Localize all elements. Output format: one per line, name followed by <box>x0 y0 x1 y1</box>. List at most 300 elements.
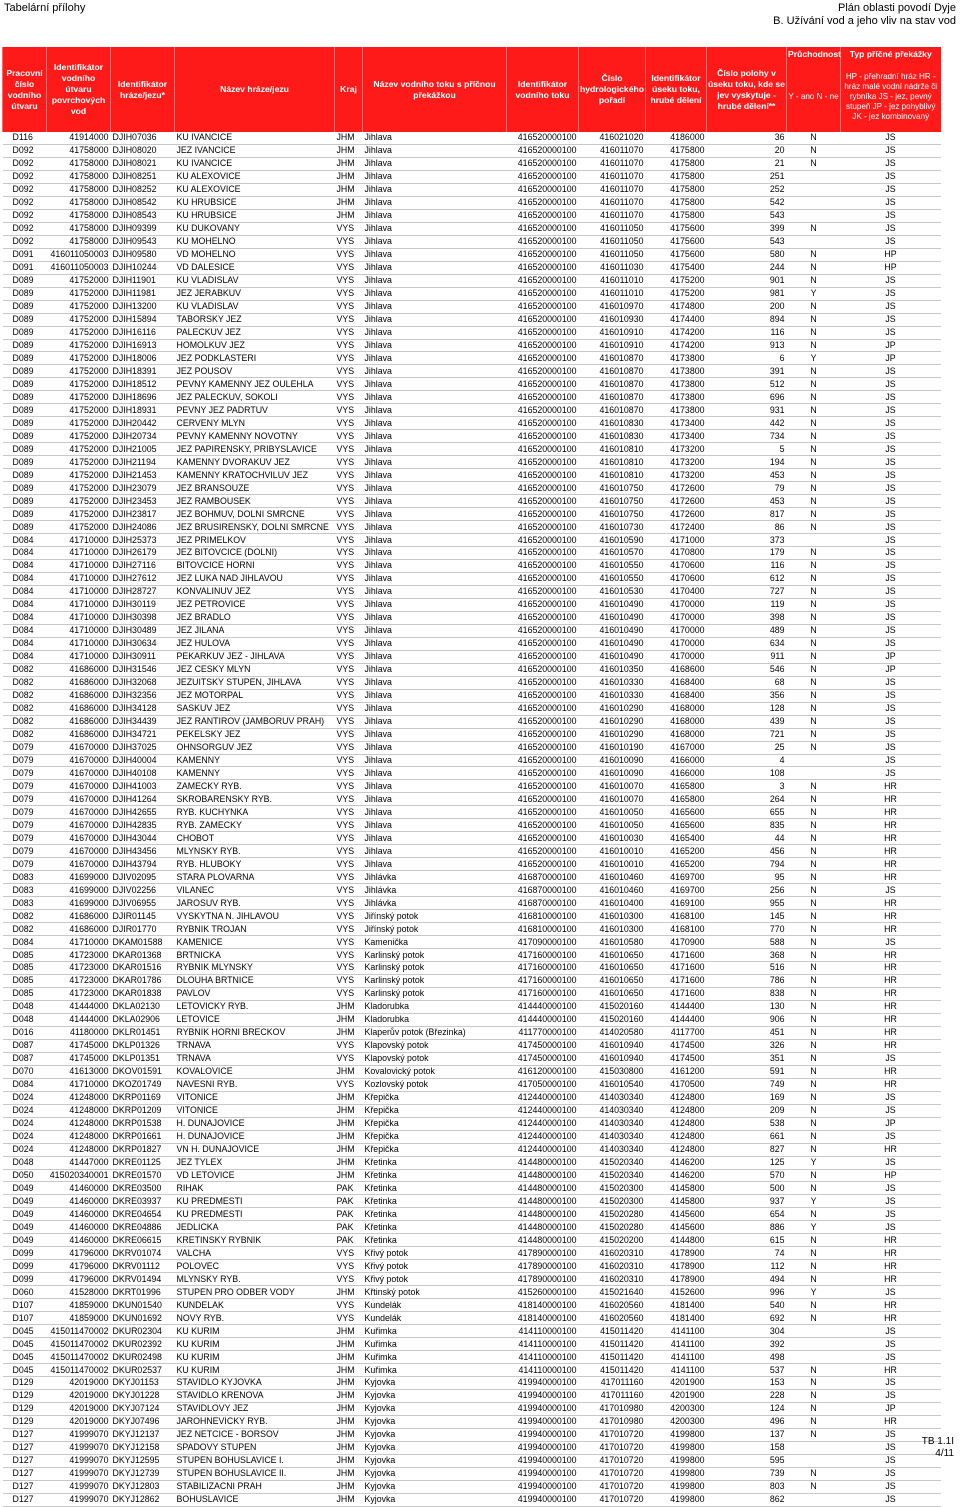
cell-hydrologic-order: 416010810 <box>579 456 646 469</box>
cell-stream-name: Jihlava <box>363 572 507 585</box>
cell-stream-id: 416520000100 <box>507 222 579 235</box>
cell-position: 373 <box>707 534 787 547</box>
cell-region: VYS <box>335 248 363 261</box>
cell-passability: N <box>787 923 841 936</box>
cell-dam-id: DJIH41003 <box>111 780 175 793</box>
cell-water-body-number: D060 <box>3 1286 47 1299</box>
table-row <box>3 274 941 287</box>
table-row <box>3 1338 941 1351</box>
cell-stream-id: 416520000100 <box>507 378 579 391</box>
cell-region: VYS <box>335 793 363 806</box>
cell-dam-id: DJIH20442 <box>111 417 175 430</box>
cell-dam-name: VITONICE <box>175 1091 335 1104</box>
cell-dam-id: DJIH34439 <box>111 715 175 728</box>
cell-hydrologic-order: 416010750 <box>579 495 646 508</box>
cell-stream-name: Jihlava <box>363 741 507 754</box>
cell-water-body-number: D091 <box>3 261 47 274</box>
cell-stream-id: 416520000100 <box>507 741 579 754</box>
cell-region: VYS <box>335 611 363 624</box>
cell-dam-name: JEZ NETCICE - BORSOV <box>175 1428 335 1441</box>
cell-position: 981 <box>707 287 787 300</box>
cell-obstacle-type: HP <box>841 248 941 261</box>
cell-obstacle-type: JS <box>841 378 941 391</box>
cell-passability: Y <box>787 1195 841 1208</box>
cell-water-body-id: 41752000 <box>47 339 111 352</box>
cell-stream-name: Jihlava <box>363 313 507 326</box>
cell-dam-id: DJIH26179 <box>111 547 175 560</box>
cell-passability: N <box>787 1026 841 1039</box>
cell-water-body-number: D089 <box>3 365 47 378</box>
cell-water-body-number: D079 <box>3 858 47 871</box>
cell-dam-name: JAROSUV RYB. <box>175 897 335 910</box>
cell-water-body-id: 415020340001 <box>47 1169 111 1182</box>
cell-water-body-id: 41710000 <box>47 624 111 637</box>
cell-stream-name: Kyjovka <box>363 1454 507 1467</box>
cell-stream-name: Jihlávka <box>363 871 507 884</box>
table-row <box>3 1052 941 1065</box>
cell-dam-name: POLOVEC <box>175 1260 335 1273</box>
table-row <box>3 1182 941 1195</box>
cell-hydrologic-order: 414030340 <box>579 1143 646 1156</box>
cell-water-body-id: 41745000 <box>47 1039 111 1052</box>
cell-hydrologic-order: 416011070 <box>579 157 646 170</box>
cell-water-body-number: D092 <box>3 235 47 248</box>
cell-position: 392 <box>707 1338 787 1351</box>
table-row <box>3 300 941 313</box>
cell-stream-name: Karlinský potok <box>363 974 507 987</box>
cell-stream-name: Kyjovka <box>363 1377 507 1390</box>
table-row <box>3 637 941 650</box>
cell-water-body-number: D089 <box>3 495 47 508</box>
cell-dam-id: DJIH08252 <box>111 183 175 196</box>
cell-section-id: 4168100 <box>646 910 707 923</box>
cell-water-body-id: 41752000 <box>47 365 111 378</box>
cell-region: VYS <box>335 806 363 819</box>
cell-stream-name: Jihlava <box>363 469 507 482</box>
cell-stream-name: Křepička <box>363 1117 507 1130</box>
cell-region: VYS <box>335 222 363 235</box>
cell-water-body-number: D024 <box>3 1117 47 1130</box>
cell-passability: N <box>787 1117 841 1130</box>
cell-dam-id: DJIH21453 <box>111 469 175 482</box>
cell-dam-name: STAVIDLOVY JEZ <box>175 1402 335 1415</box>
table-row <box>3 456 941 469</box>
cell-stream-id: 416870000100 <box>507 897 579 910</box>
table-row <box>3 559 941 572</box>
cell-stream-id: 416520000100 <box>507 767 579 780</box>
cell-passability: N <box>787 793 841 806</box>
cell-dam-name: RYBNIK HORNI BRECKOV <box>175 1026 335 1039</box>
cell-stream-id: 416520000100 <box>507 598 579 611</box>
cell-dam-id: DKUN01540 <box>111 1299 175 1312</box>
cell-stream-id: 419940000100 <box>507 1428 579 1441</box>
cell-stream-id: 416520000100 <box>507 235 579 248</box>
cell-passability: N <box>787 974 841 987</box>
cell-dam-name: KU VLADISLAV <box>175 300 335 313</box>
cell-passability <box>787 183 841 196</box>
cell-obstacle-type: HR <box>841 819 941 832</box>
cell-water-body-number: D049 <box>3 1234 47 1247</box>
cell-stream-id: 412440000100 <box>507 1143 579 1156</box>
cell-hydrologic-order: 416010750 <box>579 482 646 495</box>
cell-dam-name: RYB. HLUBOKY <box>175 858 335 871</box>
cell-stream-id: 416520000100 <box>507 559 579 572</box>
cell-water-body-id: 42019000 <box>47 1415 111 1428</box>
cell-hydrologic-order: 416010550 <box>579 559 646 572</box>
cell-position: 721 <box>707 728 787 741</box>
cell-obstacle-type: JS <box>841 300 941 313</box>
cell-section-id: 4117700 <box>646 1026 707 1039</box>
cell-region: VYS <box>335 559 363 572</box>
cell-obstacle-type: JS <box>841 1480 941 1493</box>
cell-section-id: 4168000 <box>646 715 707 728</box>
cell-dam-id: DJIH40004 <box>111 754 175 767</box>
table-row <box>3 1078 941 1091</box>
cell-obstacle-type: JS <box>841 482 941 495</box>
cell-position: 95 <box>707 871 787 884</box>
cell-obstacle-type: JS <box>841 1052 941 1065</box>
cell-dam-name: JAROHNEVICKY RYB. <box>175 1415 335 1428</box>
cell-stream-id: 416520000100 <box>507 702 579 715</box>
cell-obstacle-type: HR <box>841 780 941 793</box>
cell-passability: N <box>787 689 841 702</box>
cell-stream-id: 416520000100 <box>507 144 579 157</box>
table-row <box>3 1493 941 1506</box>
cell-stream-name: Jihlávka <box>363 897 507 910</box>
cell-water-body-number: D092 <box>3 144 47 157</box>
cell-water-body-number: D107 <box>3 1312 47 1325</box>
cell-hydrologic-order: 416020310 <box>579 1247 646 1260</box>
cell-dam-name: KU HRUBSICE <box>175 209 335 222</box>
cell-dam-id: DKRE04886 <box>111 1221 175 1234</box>
table-row <box>3 1299 941 1312</box>
cell-section-id: 4175200 <box>646 274 707 287</box>
cell-water-body-number: D079 <box>3 780 47 793</box>
cell-hydrologic-order: 416010330 <box>579 676 646 689</box>
cell-passability: N <box>787 261 841 274</box>
cell-dam-id: DJIH09543 <box>111 235 175 248</box>
cell-water-body-id: 41752000 <box>47 482 111 495</box>
cell-dam-id: DKYJ12158 <box>111 1441 175 1454</box>
cell-obstacle-type: JS <box>841 1377 941 1390</box>
cell-region: JHM <box>335 1480 363 1493</box>
cell-water-body-id: 416011050003 <box>47 248 111 261</box>
cell-region: JHM <box>335 1026 363 1039</box>
cell-passability: N <box>787 1364 841 1377</box>
cell-hydrologic-order: 415020200 <box>579 1234 646 1247</box>
cell-passability: Y <box>787 1286 841 1299</box>
cell-hydrologic-order: 416010050 <box>579 819 646 832</box>
cell-water-body-number: D024 <box>3 1143 47 1156</box>
cell-obstacle-type: JS <box>841 1454 941 1467</box>
table-row <box>3 547 941 560</box>
cell-hydrologic-order: 416020310 <box>579 1273 646 1286</box>
cell-water-body-number: D082 <box>3 702 47 715</box>
cell-water-body-number: D089 <box>3 430 47 443</box>
cell-obstacle-type: JS <box>841 274 941 287</box>
cell-dam-id: DKUR02304 <box>111 1325 175 1338</box>
cell-stream-id: 419940000100 <box>507 1493 579 1506</box>
cell-water-body-number: D084 <box>3 585 47 598</box>
cell-dam-name: MLYNSKY RYB. <box>175 1273 335 1286</box>
cell-water-body-number: D089 <box>3 378 47 391</box>
cell-region: JHM <box>335 1091 363 1104</box>
col-header-obstacle-type: Typ příčné překážky <box>841 47 941 61</box>
cell-stream-id: 416520000100 <box>507 689 579 702</box>
cell-hydrologic-order: 415020340 <box>579 1156 646 1169</box>
cell-water-body-id: 41999070 <box>47 1428 111 1441</box>
cell-section-id: 4124800 <box>646 1130 707 1143</box>
cell-region: JHM <box>335 157 363 170</box>
cell-stream-id: 414480000100 <box>507 1234 579 1247</box>
cell-hydrologic-order: 416010460 <box>579 871 646 884</box>
cell-obstacle-type: JS <box>841 1325 941 1338</box>
cell-passability: N <box>787 780 841 793</box>
cell-stream-id: 416520000100 <box>507 404 579 417</box>
cell-position: 931 <box>707 404 787 417</box>
cell-stream-name: Kamenička <box>363 936 507 949</box>
cell-stream-name: Jihlava <box>363 767 507 780</box>
cell-dam-id: DJIH10244 <box>111 261 175 274</box>
cell-stream-name: Jihlava <box>363 144 507 157</box>
table-row <box>3 365 941 378</box>
cell-stream-id: 412440000100 <box>507 1104 579 1117</box>
table-row <box>3 482 941 495</box>
cell-water-body-id: 41710000 <box>47 559 111 572</box>
cell-passability: N <box>787 1312 841 1325</box>
cell-stream-id: 414110000100 <box>507 1325 579 1338</box>
cell-position: 116 <box>707 326 787 339</box>
cell-position: 326 <box>707 1039 787 1052</box>
cell-section-id: 4199800 <box>646 1467 707 1480</box>
dam-weir-table <box>2 47 941 1507</box>
cell-section-id: 4174500 <box>646 1052 707 1065</box>
cell-dam-name: STAVIDLO KYJOVKA <box>175 1377 335 1390</box>
cell-dam-id: DJIH40108 <box>111 767 175 780</box>
cell-passability: N <box>787 248 841 261</box>
cell-section-id: 4186000 <box>646 132 707 144</box>
cell-dam-id: DKYJ12137 <box>111 1428 175 1441</box>
cell-dam-name: CHOBOT <box>175 832 335 845</box>
cell-dam-name: KU PREDMESTI <box>175 1208 335 1221</box>
cell-section-id: 4173800 <box>646 378 707 391</box>
cell-stream-id: 412440000100 <box>507 1130 579 1143</box>
cell-region: VYS <box>335 897 363 910</box>
cell-stream-name: Křetinka <box>363 1234 507 1247</box>
cell-passability <box>787 1325 841 1338</box>
cell-hydrologic-order: 415011420 <box>579 1338 646 1351</box>
cell-obstacle-type: HR <box>841 1364 941 1377</box>
cell-obstacle-type: JS <box>841 287 941 300</box>
cell-water-body-id: 41699000 <box>47 897 111 910</box>
cell-dam-id: DJIH27612 <box>111 572 175 585</box>
cell-position: 537 <box>707 1364 787 1377</box>
cell-dam-id: DKRE01125 <box>111 1156 175 1169</box>
cell-water-body-number: D127 <box>3 1493 47 1506</box>
cell-section-id: 4170800 <box>646 547 707 560</box>
cell-section-id: 4167000 <box>646 741 707 754</box>
cell-passability: N <box>787 222 841 235</box>
cell-stream-name: Kyjovka <box>363 1467 507 1480</box>
cell-stream-id: 416810000100 <box>507 923 579 936</box>
cell-obstacle-type: HR <box>841 832 941 845</box>
cell-position: 179 <box>707 547 787 560</box>
cell-region: VYS <box>335 974 363 987</box>
cell-water-body-number: D129 <box>3 1415 47 1428</box>
cell-passability <box>787 767 841 780</box>
cell-section-id: 4175800 <box>646 196 707 209</box>
cell-dam-id: DKYJ12739 <box>111 1467 175 1480</box>
cell-section-id: 4178900 <box>646 1260 707 1273</box>
table-row <box>3 495 941 508</box>
table-row <box>3 962 941 975</box>
cell-water-body-number: D129 <box>3 1377 47 1390</box>
cell-dam-id: DKAR01838 <box>111 987 175 1000</box>
cell-stream-name: Jihlava <box>363 845 507 858</box>
cell-region: VYS <box>335 585 363 598</box>
cell-passability: N <box>787 1143 841 1156</box>
cell-position: 145 <box>707 910 787 923</box>
table-row <box>3 871 941 884</box>
cell-water-body-number: D049 <box>3 1195 47 1208</box>
cell-passability: N <box>787 663 841 676</box>
cell-section-id: 4170000 <box>646 598 707 611</box>
cell-water-body-number: D099 <box>3 1247 47 1260</box>
cell-section-id: 4171600 <box>646 974 707 987</box>
cell-passability: N <box>787 521 841 534</box>
cell-region: JHM <box>335 1402 363 1415</box>
cell-stream-name: Jihlava <box>363 495 507 508</box>
cell-region: VYS <box>335 456 363 469</box>
cell-section-id: 4145800 <box>646 1182 707 1195</box>
table-row <box>3 430 941 443</box>
col-header-passability-group: Průchodnost <box>787 47 841 61</box>
cell-water-body-number: D089 <box>3 300 47 313</box>
cell-passability: N <box>787 1078 841 1091</box>
cell-hydrologic-order: 415021640 <box>579 1286 646 1299</box>
cell-region: VYS <box>335 287 363 300</box>
cell-water-body-number: D045 <box>3 1325 47 1338</box>
cell-dam-id: DKYJ07124 <box>111 1402 175 1415</box>
cell-region: VYS <box>335 780 363 793</box>
cell-obstacle-type: JS <box>841 767 941 780</box>
cell-hydrologic-order: 416011010 <box>579 274 646 287</box>
cell-water-body-id: 41859000 <box>47 1299 111 1312</box>
cell-stream-id: 419940000100 <box>507 1480 579 1493</box>
cell-position: 734 <box>707 430 787 443</box>
cell-dam-name: TABORSKY JEZ <box>175 313 335 326</box>
cell-stream-id: 416520000100 <box>507 624 579 637</box>
cell-stream-id: 416520000100 <box>507 313 579 326</box>
cell-region: VYS <box>335 352 363 365</box>
cell-position: 996 <box>707 1286 787 1299</box>
cell-stream-id: 416520000100 <box>507 521 579 534</box>
cell-obstacle-type: JS <box>841 404 941 417</box>
cell-dam-name: KAMENICE <box>175 936 335 949</box>
cell-region: JHM <box>335 1351 363 1364</box>
cell-region: PAK <box>335 1195 363 1208</box>
cell-hydrologic-order: 415020160 <box>579 1013 646 1026</box>
cell-stream-id: 417160000100 <box>507 974 579 987</box>
cell-stream-id: 416870000100 <box>507 871 579 884</box>
table-row <box>3 404 941 417</box>
cell-water-body-number: D082 <box>3 689 47 702</box>
cell-water-body-id: 41670000 <box>47 806 111 819</box>
cell-position: 543 <box>707 235 787 248</box>
cell-stream-id: 416520000100 <box>507 780 579 793</box>
cell-section-id: 4171600 <box>646 949 707 962</box>
cell-water-body-id: 41758000 <box>47 170 111 183</box>
cell-obstacle-type: JS <box>841 1493 941 1506</box>
cell-region: VYS <box>335 962 363 975</box>
cell-dam-id: DJIH27116 <box>111 559 175 572</box>
cell-stream-id: 416520000100 <box>507 508 579 521</box>
cell-hydrologic-order: 416010590 <box>579 534 646 547</box>
cell-hydrologic-order: 416010290 <box>579 728 646 741</box>
cell-region: JHM <box>335 1493 363 1506</box>
table-row <box>3 417 941 430</box>
cell-position: 391 <box>707 365 787 378</box>
table-row <box>3 1325 941 1338</box>
cell-stream-id: 418140000100 <box>507 1299 579 1312</box>
cell-stream-id: 416520000100 <box>507 352 579 365</box>
cell-dam-name: JEZ RANTIROV (JAMBORUV PRAH) <box>175 715 335 728</box>
document-header-right <box>773 2 956 28</box>
cell-dam-name: SKROBARENSKY RYB. <box>175 793 335 806</box>
cell-water-body-id: 41752000 <box>47 326 111 339</box>
cell-water-body-number: D091 <box>3 248 47 261</box>
cell-region: VYS <box>335 495 363 508</box>
cell-dam-id: DJIH30398 <box>111 611 175 624</box>
cell-region: VYS <box>335 274 363 287</box>
table-row <box>3 378 941 391</box>
cell-dam-id: DKLP01351 <box>111 1052 175 1065</box>
cell-stream-id: 412440000100 <box>507 1117 579 1130</box>
cell-water-body-number: D089 <box>3 508 47 521</box>
cell-dam-id: DJIH18391 <box>111 365 175 378</box>
cell-section-id: 4168000 <box>646 702 707 715</box>
cell-stream-name: Jihlava <box>363 598 507 611</box>
cell-stream-id: 414480000100 <box>507 1182 579 1195</box>
cell-obstacle-type: HR <box>841 793 941 806</box>
cell-dam-name: JEZ PETROVICE <box>175 598 335 611</box>
cell-water-body-number: D089 <box>3 417 47 430</box>
cell-region: VYS <box>335 858 363 871</box>
cell-water-body-number: D089 <box>3 352 47 365</box>
cell-region: VYS <box>335 534 363 547</box>
table-row <box>3 1195 941 1208</box>
cell-obstacle-type: HR <box>841 1234 941 1247</box>
cell-hydrologic-order: 416010930 <box>579 313 646 326</box>
cell-water-body-number: D084 <box>3 611 47 624</box>
cell-water-body-id: 41710000 <box>47 650 111 663</box>
cell-obstacle-type: HR <box>841 1143 941 1156</box>
cell-section-id: 4170900 <box>646 936 707 949</box>
cell-water-body-id: 41710000 <box>47 572 111 585</box>
cell-region: VYS <box>335 598 363 611</box>
cell-dam-id: DJIH08542 <box>111 196 175 209</box>
cell-obstacle-type: JS <box>841 443 941 456</box>
cell-section-id: 4168400 <box>646 676 707 689</box>
cell-water-body-id: 41752000 <box>47 391 111 404</box>
cell-obstacle-type: JS <box>841 1156 941 1169</box>
table-row <box>3 897 941 910</box>
cell-passability: N <box>787 741 841 754</box>
cell-position: 25 <box>707 741 787 754</box>
cell-stream-name: Jihlava <box>363 702 507 715</box>
cell-passability: N <box>787 456 841 469</box>
cell-dam-name: SPADOVY STUPEN <box>175 1441 335 1454</box>
